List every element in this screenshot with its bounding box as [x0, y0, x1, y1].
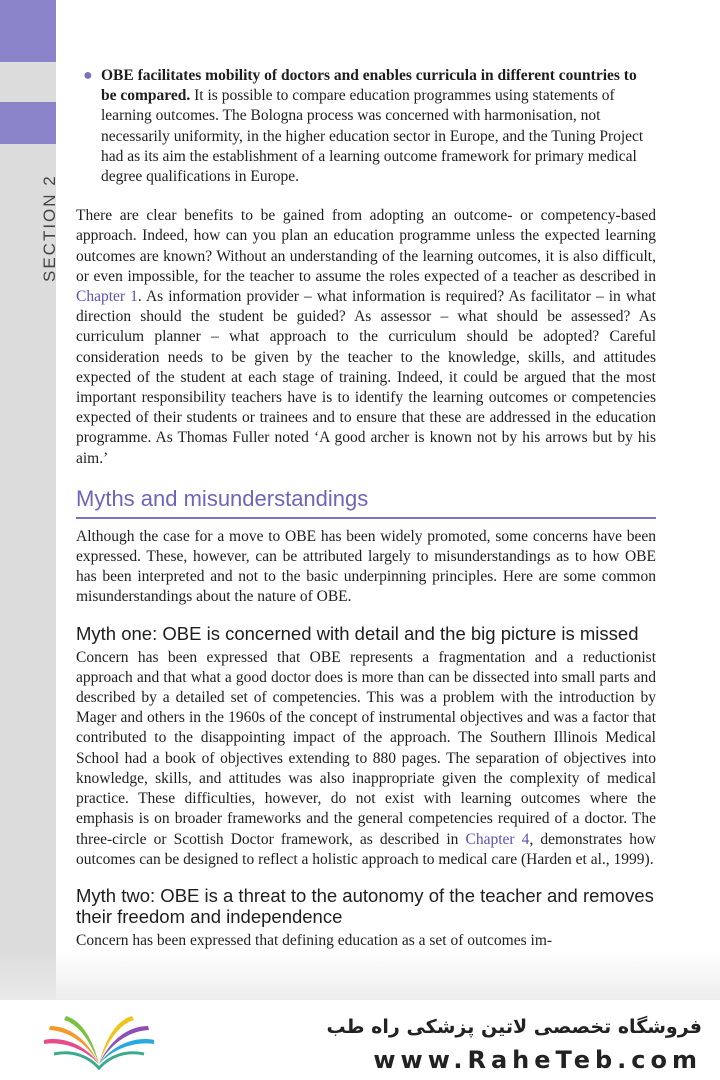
paragraph-myths-intro: Although the case for a move to OBE has been widely promoted, some concerns have been expressed. These, however, can be attributed largely to misunderstandings as to how OBE has been interpreted and not to the basic underpinning principles. Here are some common misunderstandings about the nature of OBE.	[76, 527, 656, 606]
store-url: www.RaheTeb.com	[373, 1046, 702, 1074]
section-sidebar	[0, 0, 59, 1000]
myth-one-heading: Myth one: OBE is concerned with detail and the big picture is missed	[76, 622, 639, 644]
chapter-1-link[interactable]: Chapter 1	[76, 288, 138, 306]
open-book-logo-icon	[40, 1014, 158, 1070]
section-heading: Myths and misunderstandings	[76, 485, 369, 511]
section-rule	[76, 517, 656, 519]
chapter-4-link[interactable]: Chapter 4	[465, 830, 530, 848]
paragraph-myth-one	[76, 648, 656, 870]
bullet-paragraph	[101, 66, 656, 187]
paragraph-myth-two: Concern has been expressed that defining education as a set of outcomes im-	[76, 931, 553, 949]
paragraph-benefits-text-end: . As information provider – what information is required? As facilitator – in what direction should the student be guided? As assessor – what should be assessed? As curriculum planner – what approach to the curriculum should be adopted? Careful consideration needs to be given by the teacher to the knowledge, skills, and attitudes expected of the student at each stage of training. Indeed, it could be argued that the most important responsibility teachers have is to identify the learning outcomes or competencies expected of their students or trainees and to ensure that these are addressed in the education programme. As Thomas Fuller noted ‘A good archer is known not by his arrows but by his aim.’	[76, 288, 656, 467]
paragraph-benefits	[76, 206, 656, 469]
sidebar-tab-top	[0, 0, 56, 62]
bullet-dot-icon: ●	[83, 67, 93, 84]
store-title: فروشگاه تخصصی لاتین پزشکی راه طب	[326, 1016, 702, 1038]
bullet-text: It is possible to compare education programmes using statements of learning outcomes. The Bologna process was concerned with harmonisation, not necessarily uniformity, in the higher education sector in Europe, and the Tuning Project had as its aim the establishment of a learning outcome framework for primary medical degree qualifications in Europe.	[101, 87, 644, 186]
section-label: SECTION 2	[40, 174, 59, 282]
paragraph-myth-one-text-end: , demonstrates how outcomes can be designed to reflect a holistic approach to medical care (Harden et al., 1999).	[76, 830, 656, 868]
myth-two-heading: Myth two: OBE is a threat to the autonomy of the teacher and removes their freedom and independence	[76, 884, 654, 927]
sidebar-tab-marker	[0, 102, 56, 144]
bullet-item	[76, 66, 656, 187]
page-fade	[0, 950, 720, 1000]
paragraph-myth-one-text: Concern has been expressed that OBE represents a fragmentation and a reductionist approach and that what a good doctor does is more than can be dissected into small parts and described by a detailed set of competencies. This was a problem with the introduction by Mager and others in the 1960s of the concept of instrumental objectives and was a factor that contributed to the disappointing impact of the approach. The Southern Illinois Medical School had a book of objectives extending to 880 pages. The separation of objectives into knowledge, skills, and attitudes was also inappropriate given the complexity of medical practice. These difficulties, however, do not exist with learning outcomes where the emphasis is on broader frameworks and the general competencies required of a doctor. The three-circle or Scottish Doctor framework, as described in	[76, 648, 656, 848]
paragraph-benefits-text: There are clear benefits to be gained from adopting an outcome- or competency-based approach. Indeed, how can you plan an education programme unless the expected learning outcomes are known? Without an understanding of the learning outcomes, it is also difficult, or even impossible, for the teacher to assume the roles expected of a teacher as described in	[76, 207, 656, 285]
watermark-footer	[0, 1000, 720, 1080]
page-content	[76, 66, 656, 951]
bullet-bold-lead: OBE facilitates mobility of doctors and enables curricula in different countries to be compared.	[101, 67, 637, 105]
